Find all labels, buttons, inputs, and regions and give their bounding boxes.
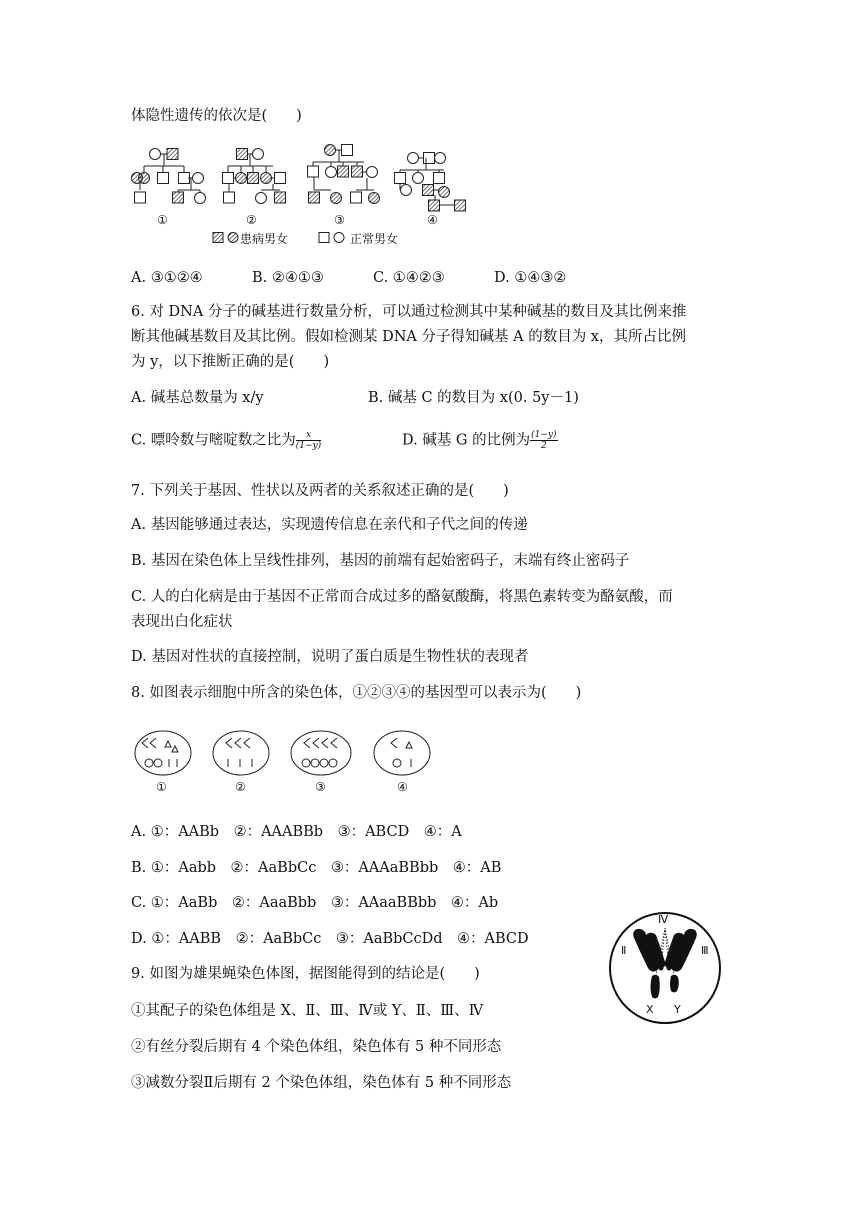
q8-stem: 8. 如图表示细胞中所含的染色体，①②③④的基因型可以表示为( ) bbox=[131, 685, 582, 701]
pedigree-label-4: ④ bbox=[427, 213, 438, 227]
q6-option-b: B. 碱基 C 的数目为 x(0. 5y－1) bbox=[368, 390, 579, 406]
q9-stem: 9. 如图为雄果蝇染色体图，据图能得到的结论是( ) bbox=[131, 966, 480, 982]
q6-option-a: A. 碱基总数量为 x/y bbox=[131, 390, 264, 406]
chromosome-label-iii: Ⅲ bbox=[701, 944, 709, 957]
cell-3 bbox=[291, 731, 351, 775]
pedigree-figure bbox=[128, 142, 488, 222]
q5-stem-tail: 体隐性遗传的依次是( ) bbox=[131, 108, 302, 124]
q5-option-b: B. ②④①③ bbox=[252, 270, 324, 286]
cell-label-4: ④ bbox=[397, 780, 408, 794]
q6-option-d: D. 碱基 G 的比例为 $\frac{(1-y)}{2}$ bbox=[402, 430, 557, 451]
q5-option-d: D. ①④③② bbox=[494, 270, 567, 286]
q7-stem: 7. 下列关于基因、性状以及两者的关系叙述正确的是( ) bbox=[131, 483, 509, 499]
cell-4 bbox=[374, 731, 430, 775]
pedigree-2 bbox=[223, 149, 286, 204]
pedigree-label-3: ③ bbox=[334, 213, 345, 227]
cell-label-2: ② bbox=[235, 780, 246, 794]
legend-affected-label: 患病男女 bbox=[240, 232, 289, 246]
q5-option-c: C. ①④②③ bbox=[373, 270, 445, 286]
pedigree-1 bbox=[132, 149, 206, 204]
q9-statement-1: ①其配子的染色体组是 X、Ⅱ、Ⅲ、Ⅳ或 Y、Ⅱ、Ⅲ、Ⅳ bbox=[131, 1003, 484, 1019]
cell-label-1: ① bbox=[156, 780, 167, 794]
chromosome-label-x: X bbox=[646, 1003, 654, 1016]
q9-statement-2: ②有丝分裂后期有 4 个染色体组，染色体有 5 种不同形态 bbox=[131, 1039, 502, 1055]
q7-option-b: B. 基因在染色体上呈线性排列，基因的前端有起始密码子，末端有终止密码子 bbox=[131, 553, 630, 569]
chromosome-label-y: Y bbox=[674, 1003, 681, 1016]
cell-chromosome-figure bbox=[128, 726, 448, 786]
q8-option-a: A. ①：AABb ②：AAABBb ③：ABCD ④：A bbox=[131, 824, 462, 840]
cell-2 bbox=[213, 731, 269, 775]
q8-option-c: C. ①：AaBb ②：AaaBbb ③：AAaaBBbb ④：Ab bbox=[131, 895, 499, 911]
legend-normal-label: 正常男女 bbox=[350, 232, 399, 246]
legend-normal-icon bbox=[318, 231, 346, 245]
q5-option-a: A. ③①②④ bbox=[131, 270, 203, 286]
q9-statement-3: ③减数分裂Ⅱ后期有 2 个染色体组，染色体有 5 种不同形态 bbox=[131, 1075, 512, 1091]
q7-option-c-line1: C. 人的白化病是由于基因不正常而合成过多的酪氨酸酶，将黑色素转变为酪氨酸，而 bbox=[131, 589, 673, 605]
q6-stem-line2: 断其他碱基数目及其比例。假如检测某 DNA 分子得知碱基 A 的数目为 x，其所占比例 bbox=[131, 329, 686, 345]
q6-stem-line3: 为 y，以下推断正确的是( ) bbox=[131, 354, 330, 370]
pedigree-label-2: ② bbox=[246, 213, 257, 227]
q6-option-c: C. 嘌呤数与嘧啶数之比为 $\frac{x}{(1-y)}$ bbox=[131, 430, 322, 451]
q6-stem-line1: 6. 对 DNA 分子的碱基进行数量分析，可以通过检测其中某种碱基的数目及其比例来推 bbox=[131, 304, 687, 320]
q8-option-d: D. ①：AABB ②：AaBbCc ③：AaBbCcDd ④：ABCD bbox=[131, 931, 529, 947]
pedigree-4 bbox=[395, 153, 466, 212]
legend-affected-icon bbox=[212, 231, 240, 245]
fruit-fly-chromosome-figure bbox=[607, 910, 723, 1026]
pedigree-3 bbox=[308, 145, 380, 204]
chromosome-label-ii: Ⅱ bbox=[621, 944, 627, 957]
cell-label-3: ③ bbox=[315, 780, 326, 794]
chromosome-label-iv: Ⅳ bbox=[658, 913, 669, 926]
q7-option-a: A. 基因能够通过表达，实现遗传信息在亲代和子代之间的传递 bbox=[131, 517, 528, 533]
q7-option-c-line2: 表现出白化症状 bbox=[131, 614, 233, 630]
q7-option-d: D. 基因对性状的直接控制，说明了蛋白质是生物性状的表现者 bbox=[131, 649, 529, 665]
pedigree-label-1: ① bbox=[157, 213, 168, 227]
cell-1 bbox=[135, 731, 191, 775]
q8-option-b: B. ①：Aabb ②：AaBbCc ③：AAAaBBbb ④：AB bbox=[131, 860, 502, 876]
